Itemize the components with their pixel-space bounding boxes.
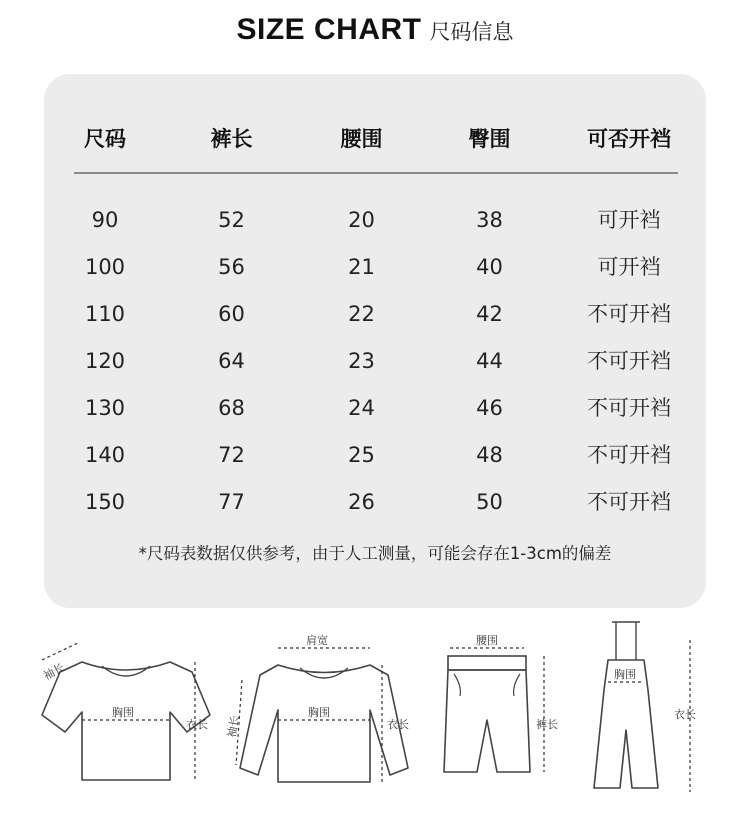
table-row <box>44 341 706 381</box>
overalls-length-label: 衣长 <box>674 708 696 721</box>
cell-hip: 40 <box>476 255 503 279</box>
shorts-length-label: 裤长 <box>536 718 558 731</box>
cell-waist: 20 <box>348 208 375 232</box>
cell-hip: 46 <box>476 396 503 420</box>
cell-size: 150 <box>84 490 126 514</box>
tshirt-length-label: 衣长 <box>186 718 208 731</box>
cell-open-crotch: 不可开裆 <box>587 349 671 373</box>
longsleeve-chest-label: 胸围 <box>308 706 330 719</box>
longsleeve-sleeve-label: 袖长 <box>225 714 242 739</box>
header-waist: 腰围 <box>340 127 383 151</box>
cell-open-crotch: 可开裆 <box>597 255 661 279</box>
cell-size: 110 <box>84 302 126 326</box>
table-header-row <box>44 119 706 159</box>
cell-pants-length: 56 <box>218 255 245 279</box>
table-row <box>44 388 706 428</box>
header-pants-length: 裤长 <box>210 127 253 151</box>
cell-size: 140 <box>84 443 126 467</box>
header-size: 尺码 <box>84 127 126 151</box>
cell-hip: 44 <box>476 349 503 373</box>
cell-pants-length: 60 <box>218 302 245 326</box>
longsleeve-shoulder-label: 肩宽 <box>306 634 328 647</box>
cell-pants-length: 77 <box>218 490 245 514</box>
overalls-diagram <box>588 620 718 805</box>
tshirt-chest-label: 胸围 <box>112 706 134 719</box>
overalls-chest-label: 胸围 <box>614 668 636 681</box>
longsleeve-diagram <box>225 620 420 795</box>
table-row <box>44 247 706 287</box>
tshirt-diagram <box>30 620 220 795</box>
cell-waist: 26 <box>348 490 375 514</box>
cell-open-crotch: 不可开裆 <box>587 396 671 420</box>
cell-waist: 24 <box>348 396 375 420</box>
cell-waist: 22 <box>348 302 375 326</box>
title-chinese: 尺码信息 <box>429 20 514 44</box>
cell-size: 100 <box>84 255 126 279</box>
table-row <box>44 294 706 334</box>
cell-waist: 21 <box>348 255 375 279</box>
table-row <box>44 435 706 475</box>
header-open-crotch: 可否开裆 <box>587 127 671 151</box>
cell-waist: 25 <box>348 443 375 467</box>
cell-hip: 38 <box>476 208 503 232</box>
cell-waist: 23 <box>348 349 375 373</box>
page-title <box>0 8 750 52</box>
size-table-card <box>44 74 706 608</box>
cell-open-crotch: 可开裆 <box>597 208 661 232</box>
cell-pants-length: 72 <box>218 443 245 467</box>
title-english: SIZE CHART <box>236 13 422 46</box>
cell-size: 130 <box>84 396 126 420</box>
shorts-diagram <box>432 620 582 795</box>
cell-hip: 48 <box>476 443 503 467</box>
cell-open-crotch: 不可开裆 <box>587 302 671 326</box>
cell-size: 90 <box>91 208 119 232</box>
header-divider <box>74 172 678 174</box>
table-row <box>44 482 706 522</box>
table-row <box>44 200 706 240</box>
tshirt-sleeve-label: 袖长 <box>41 660 67 683</box>
cell-pants-length: 68 <box>218 396 245 420</box>
shorts-waist-label: 腰围 <box>476 634 498 647</box>
cell-pants-length: 52 <box>218 208 245 232</box>
longsleeve-length-label: 衣长 <box>387 718 409 731</box>
cell-pants-length: 64 <box>218 349 245 373</box>
cell-hip: 50 <box>476 490 503 514</box>
cell-open-crotch: 不可开裆 <box>587 490 671 514</box>
header-hip: 臀围 <box>468 127 511 151</box>
cell-hip: 42 <box>476 302 503 326</box>
cell-open-crotch: 不可开裆 <box>587 443 671 467</box>
measurement-note: *尺码表数据仅供参考，由于人工测量，可能会存在1-3cm的偏差 <box>138 544 612 563</box>
cell-size: 120 <box>84 349 126 373</box>
